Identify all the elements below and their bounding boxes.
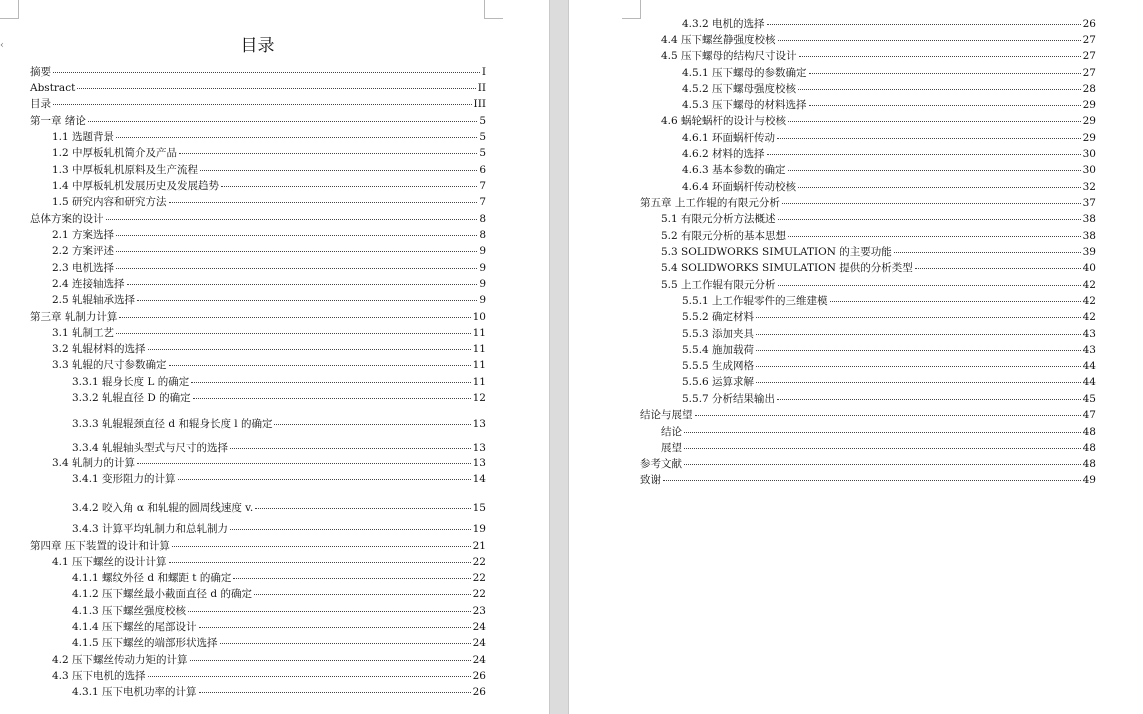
toc-dot-leader: [188, 610, 471, 612]
toc-entry[interactable]: [640, 474, 1096, 487]
toc-entry-title: 4.6.1 环面蜗杆传动: [682, 132, 776, 144]
toc-dot-leader: [200, 169, 477, 171]
toc-entry-title: 3.4.1 变形阻力的计算: [72, 473, 176, 485]
toc-entry-title: 4.1.3 压下螺丝强度校核: [72, 605, 187, 617]
toc-dot-leader: [221, 185, 477, 187]
toc-entry-title: 4.5.3 压下螺母的材料选择: [682, 99, 807, 111]
toc-page-number: 13: [472, 457, 486, 469]
toc-page-number: 42: [1082, 295, 1096, 307]
toc-page-number: 8: [479, 213, 486, 225]
toc-page-number: 27: [1082, 34, 1096, 46]
toc-entry-title: 5.5.4 施加载荷: [682, 344, 755, 356]
toc-page-number: 10: [472, 311, 486, 323]
toc-entry-title: 摘要: [30, 66, 51, 78]
toc-dot-leader: [220, 642, 471, 644]
toc-heading: 目录: [240, 36, 275, 56]
toc-entry[interactable]: [640, 197, 1096, 210]
toc-page-number: 27: [1082, 67, 1096, 79]
toc-page-number: 12: [472, 392, 486, 404]
toc-page-number: 9: [479, 262, 486, 274]
toc-entry-title: 4.1.4 压下螺丝的尾部设计: [72, 621, 197, 633]
toc-dot-leader: [137, 462, 471, 464]
toc-entry[interactable]: [682, 83, 1096, 96]
toc-page-number: 7: [479, 180, 486, 192]
toc-dot-leader: [798, 186, 1081, 188]
toc-entry[interactable]: [30, 311, 486, 324]
page-gutter: [549, 0, 569, 714]
toc-dot-leader: [777, 137, 1081, 139]
toc-dot-leader: [778, 218, 1081, 220]
toc-dot-leader: [116, 250, 477, 252]
toc-dot-leader: [915, 267, 1081, 269]
toc-entry-title: 5.5.5 生成网格: [682, 360, 755, 372]
toc-entry[interactable]: [52, 180, 486, 193]
toc-page-number: 22: [472, 556, 486, 568]
toc-dot-leader: [684, 463, 1081, 465]
toc-entry[interactable]: [52, 245, 486, 258]
toc-page-number: 43: [1082, 328, 1096, 340]
toc-dot-leader: [684, 431, 1081, 433]
toc-entry[interactable]: [52, 131, 486, 144]
toc-entry[interactable]: [72, 605, 486, 618]
toc-entry-title: 2.3 电机选择: [52, 262, 115, 274]
toc-entry[interactable]: [72, 473, 486, 486]
toc-entry-title: 4.6.2 材料的选择: [682, 148, 765, 160]
toc-entry[interactable]: [72, 502, 486, 515]
toc-page-number: 39: [1082, 246, 1096, 258]
toc-dot-leader: [199, 626, 471, 628]
toc-dot-leader: [767, 23, 1081, 25]
toc-page-number: I: [481, 66, 486, 78]
toc-page-number: 42: [1082, 311, 1096, 323]
toc-entry-title: 5.2 有限元分析的基本思想: [661, 230, 787, 242]
toc-page-number: 15: [472, 502, 486, 514]
toc-entry[interactable]: [52, 670, 486, 683]
toc-entry[interactable]: [72, 572, 486, 585]
toc-page-number: 43: [1082, 344, 1096, 356]
toc-entry[interactable]: [682, 344, 1096, 357]
toc-dot-leader: [809, 104, 1081, 106]
toc-entry[interactable]: [640, 458, 1096, 471]
toc-entry[interactable]: [52, 654, 486, 667]
toc-dot-leader: [788, 169, 1081, 171]
toc-page-number: 30: [1082, 148, 1096, 160]
toc-page-number: 48: [1082, 458, 1096, 470]
toc-page-number: 32: [1082, 181, 1096, 193]
toc-entry[interactable]: [72, 621, 486, 634]
toc-dot-leader: [274, 423, 470, 425]
toc-entry-title: 第四章 压下装置的设计和计算: [30, 540, 170, 552]
margin-corner-mark: [484, 0, 503, 19]
toc-dot-leader: [169, 201, 478, 203]
toc-entry[interactable]: [72, 376, 486, 389]
toc-entry-title: 4.5 压下螺母的结构尺寸设计: [661, 50, 797, 62]
toc-entry-title: 5.5 上工作辊有限元分析: [661, 279, 776, 291]
toc-entry-title: 2.2 方案评述: [52, 245, 115, 257]
toc-entry[interactable]: [52, 327, 486, 340]
toc-entry-title: 1.4 中厚板轧机发展历史及发展趋势: [52, 180, 220, 192]
toc-dot-leader: [782, 202, 1081, 204]
toc-entry[interactable]: [682, 18, 1096, 31]
toc-page-number: 38: [1082, 230, 1096, 242]
toc-dot-leader: [179, 152, 477, 154]
toc-entry-title: 4.5.2 压下螺母强度校核: [682, 83, 797, 95]
document-page-left: [0, 0, 549, 714]
toc-dot-leader: [116, 267, 477, 269]
toc-entry[interactable]: [72, 392, 486, 405]
toc-entry[interactable]: [682, 295, 1096, 308]
toc-page-number: 47: [1082, 409, 1096, 421]
toc-entry[interactable]: [30, 66, 486, 79]
toc-dot-leader: [77, 87, 475, 89]
toc-entry-title: 第五章 上工作辊的有限元分析: [640, 197, 780, 209]
toc-entry-title: 1.3 中厚板轧机原料及生产流程: [52, 164, 199, 176]
toc-page-number: 29: [1082, 132, 1096, 144]
toc-dot-leader: [778, 39, 1081, 41]
toc-entry-title: 4.3.1 压下电机功率的计算: [72, 686, 197, 698]
toc-entry[interactable]: [661, 262, 1096, 275]
toc-entry-title: 展望: [661, 442, 682, 454]
toc-page-number: 42: [1082, 279, 1096, 291]
toc-dot-leader: [809, 72, 1081, 74]
toc-dot-leader: [254, 593, 471, 595]
toc-entry-title: 3.3.1 辊身长度 L 的确定: [72, 376, 190, 388]
toc-entry-title: 4.2 压下螺丝传动力矩的计算: [52, 654, 188, 666]
toc-entry[interactable]: [682, 164, 1096, 177]
toc-dot-leader: [788, 235, 1081, 237]
toc-entry[interactable]: [661, 115, 1096, 128]
toc-entry[interactable]: [661, 426, 1096, 439]
toc-entry-title: 4.6 蜗轮蜗杆的设计与校核: [661, 115, 787, 127]
toc-entry-title: 3.2 轧辊材料的选择: [52, 343, 146, 355]
toc-page-number: 11: [472, 327, 486, 339]
toc-entry-title: 3.4.2 咬入角 α 和轧辊的圆周线速度 v.: [72, 502, 254, 514]
text-boundary-mark: ‹: [0, 40, 4, 51]
toc-entry-title: 5.5.2 确定材料: [682, 311, 755, 323]
toc-page-number: 24: [472, 637, 486, 649]
toc-entry[interactable]: [72, 442, 486, 455]
toc-entry[interactable]: [661, 442, 1096, 455]
toc-entry-title: 1.2 中厚板轧机简介及产品: [52, 147, 178, 159]
toc-entry-title: 5.5.7 分析结果输出: [682, 393, 776, 405]
toc-dot-leader: [119, 316, 470, 318]
toc-page-number: 48: [1082, 426, 1096, 438]
toc-entry-title: 结论: [661, 426, 682, 438]
toc-dot-leader: [230, 528, 471, 530]
toc-page-number: 26: [472, 686, 486, 698]
toc-entry-title: 4.4 压下螺丝静强度校核: [661, 34, 776, 46]
toc-page-number: 28: [1082, 83, 1096, 95]
toc-dot-leader: [88, 120, 477, 122]
toc-page-number: 26: [472, 670, 486, 682]
toc-entry[interactable]: [30, 540, 486, 553]
toc-entry[interactable]: [30, 98, 486, 111]
toc-entry-title: 4.1 压下螺丝的设计计算: [52, 556, 167, 568]
toc-entry-title: 3.1 轧制工艺: [52, 327, 115, 339]
toc-entry[interactable]: [52, 229, 486, 242]
toc-page-number: 27: [1082, 50, 1096, 62]
toc-dot-leader: [756, 316, 1081, 318]
toc-entry-title: 致谢: [640, 474, 661, 486]
toc-entry-title: 5.5.1 上工作辊零件的三维建模: [682, 295, 828, 307]
toc-entry-title: 4.6.3 基本参数的确定: [682, 164, 786, 176]
toc-dot-leader: [767, 153, 1081, 155]
toc-page-number: 24: [472, 654, 486, 666]
toc-entry[interactable]: [52, 262, 486, 275]
toc-entry-title: 1.1 选题背景: [52, 131, 115, 143]
toc-entry[interactable]: [72, 686, 486, 699]
toc-entry-title: 5.5.3 添加夹具: [682, 328, 755, 340]
toc-dot-leader: [178, 478, 471, 480]
toc-entry-title: 5.1 有限元分析方法概述: [661, 213, 776, 225]
toc-entry[interactable]: [52, 147, 486, 160]
toc-entry[interactable]: [661, 213, 1096, 226]
toc-dot-leader: [116, 136, 477, 138]
toc-entry[interactable]: [52, 343, 486, 356]
toc-entry[interactable]: [661, 34, 1096, 47]
toc-entry[interactable]: [661, 279, 1096, 292]
toc-page-number: 29: [1082, 99, 1096, 111]
toc-dot-leader: [230, 447, 471, 449]
toc-dot-leader: [137, 299, 477, 301]
toc-entry[interactable]: [682, 328, 1096, 341]
toc-page-number: 19: [472, 523, 486, 535]
toc-entry-title: 1.5 研究内容和研究方法: [52, 196, 167, 208]
toc-entry-title: 3.3 轧辊的尺寸参数确定: [52, 359, 167, 371]
toc-page-number: 44: [1082, 376, 1096, 388]
toc-entry[interactable]: [682, 376, 1096, 389]
toc-dot-leader: [894, 251, 1081, 253]
toc-page-number: III: [473, 98, 486, 110]
toc-page-number: 8: [479, 229, 486, 241]
toc-entry-title: 4.6.4 环面蜗杆传动校核: [682, 181, 797, 193]
toc-entry-title: 4.3 压下电机的选择: [52, 670, 146, 682]
toc-entry-title: 4.1.1 螺纹外径 d 和螺距 t 的确定: [72, 572, 232, 584]
toc-dot-leader: [193, 397, 471, 399]
toc-dot-leader: [53, 71, 480, 73]
toc-page-number: 23: [472, 605, 486, 617]
toc-entry[interactable]: [52, 278, 486, 291]
toc-page-number: 5: [479, 115, 486, 127]
toc-entry-title: 3.4.3 计算平均轧制力和总轧制力: [72, 523, 229, 535]
toc-dot-leader: [172, 545, 471, 547]
toc-entry[interactable]: [661, 246, 1096, 259]
toc-entry-title: 结论与展望: [640, 409, 693, 421]
toc-page-number: 11: [472, 376, 486, 388]
toc-page-number: 30: [1082, 164, 1096, 176]
toc-dot-leader: [695, 414, 1081, 416]
toc-dot-leader: [756, 333, 1081, 335]
toc-page-number: 21: [472, 540, 486, 552]
toc-dot-leader: [116, 332, 471, 334]
toc-dot-leader: [53, 103, 472, 105]
toc-page-number: 38: [1082, 213, 1096, 225]
toc-dot-leader: [148, 348, 471, 350]
toc-page-number: 22: [472, 572, 486, 584]
toc-entry-title: Abstract: [30, 82, 76, 94]
toc-entry-title: 5.4 SOLIDWORKS SIMULATION 提供的分析类型: [661, 262, 913, 274]
toc-page-number: 45: [1082, 393, 1096, 405]
toc-dot-leader: [127, 283, 478, 285]
toc-entry[interactable]: [52, 457, 486, 470]
toc-dot-leader: [199, 691, 471, 693]
toc-page-number: 13: [472, 442, 486, 454]
toc-dot-leader: [788, 120, 1081, 122]
toc-page-number: 13: [472, 418, 486, 430]
toc-entry[interactable]: [682, 311, 1096, 324]
toc-entry-title: 2.1 方案选择: [52, 229, 115, 241]
toc-page-number: 22: [472, 588, 486, 600]
toc-page-number: 11: [472, 359, 486, 371]
toc-entry-title: 3.3.2 轧辊直径 D 的确定: [72, 392, 191, 404]
toc-entry[interactable]: [52, 359, 486, 372]
toc-entry-title: 4.3.2 电机的选择: [682, 18, 765, 30]
toc-entry-title: 5.5.6 运算求解: [682, 376, 755, 388]
toc-entry[interactable]: [52, 556, 486, 569]
toc-dot-leader: [169, 364, 471, 366]
toc-dot-leader: [830, 300, 1081, 302]
toc-dot-leader: [663, 479, 1081, 481]
toc-page-number: 40: [1082, 262, 1096, 274]
toc-entry[interactable]: [682, 360, 1096, 373]
toc-dot-leader: [756, 349, 1081, 351]
toc-entry[interactable]: [661, 50, 1096, 63]
toc-page-number: 24: [472, 621, 486, 633]
toc-entry[interactable]: [682, 132, 1096, 145]
toc-entry[interactable]: [682, 67, 1096, 80]
margin-corner-mark: [0, 0, 19, 19]
toc-entry[interactable]: [72, 418, 486, 431]
margin-corner-mark: [622, 0, 641, 19]
toc-entry-title: 4.1.2 压下螺丝最小截面直径 d 的确定: [72, 588, 252, 600]
toc-entry[interactable]: [72, 637, 486, 650]
toc-entry-title: 2.5 轧辊轴承选择: [52, 294, 136, 306]
toc-page-number: 49: [1082, 474, 1096, 486]
toc-dot-leader: [756, 381, 1081, 383]
toc-entry[interactable]: [52, 196, 486, 209]
toc-dot-leader: [148, 675, 471, 677]
toc-page-number: 5: [479, 131, 486, 143]
toc-entry[interactable]: [640, 409, 1096, 422]
toc-entry-title: 参考文献: [640, 458, 682, 470]
toc-entry-title: 3.3.4 轧辊轴头型式与尺寸的选择: [72, 442, 229, 454]
toc-entry-title: 3.4 轧制力的计算: [52, 457, 136, 469]
toc-page-number: II: [477, 82, 486, 94]
toc-dot-leader: [116, 234, 477, 236]
toc-dot-leader: [684, 447, 1081, 449]
toc-page-number: 44: [1082, 360, 1096, 372]
toc-page-number: 9: [479, 294, 486, 306]
toc-entry-title: 总体方案的设计: [30, 213, 104, 225]
toc-dot-leader: [169, 561, 471, 563]
toc-page-number: 29: [1082, 115, 1096, 127]
toc-dot-leader: [190, 659, 471, 661]
toc-entry-title: 2.4 连接轴选择: [52, 278, 125, 290]
toc-entry-title: 第三章 轧制力计算: [30, 311, 118, 323]
toc-entry[interactable]: [30, 213, 486, 226]
toc-dot-leader: [777, 398, 1081, 400]
toc-page-number: 7: [479, 196, 486, 208]
toc-dot-leader: [798, 88, 1081, 90]
toc-entry[interactable]: [682, 393, 1096, 406]
toc-dot-leader: [756, 365, 1081, 367]
toc-dot-leader: [255, 507, 470, 509]
toc-entry-title: 4.5.1 压下螺母的参数确定: [682, 67, 807, 79]
toc-entry-title: 第一章 绪论: [30, 115, 86, 127]
toc-page-number: 37: [1082, 197, 1096, 209]
document-page-right: [569, 0, 1143, 714]
toc-page-number: 9: [479, 245, 486, 257]
toc-page-number: 5: [479, 147, 486, 159]
toc-entry[interactable]: [661, 230, 1096, 243]
toc-dot-leader: [778, 284, 1081, 286]
toc-entry[interactable]: [52, 294, 486, 307]
toc-entry-title: 目录: [30, 98, 51, 110]
toc-dot-leader: [106, 218, 478, 220]
toc-page-number: 6: [479, 164, 486, 176]
toc-page-number: 14: [472, 473, 486, 485]
toc-dot-leader: [233, 577, 470, 579]
toc-entry[interactable]: [52, 164, 486, 177]
toc-page-number: 26: [1082, 18, 1096, 30]
toc-page-number: 48: [1082, 442, 1096, 454]
toc-entry-title: 5.3 SOLIDWORKS SIMULATION 的主要功能: [661, 246, 892, 258]
toc-entry[interactable]: [682, 181, 1096, 194]
toc-entry-title: 4.1.5 压下螺丝的端部形状选择: [72, 637, 218, 649]
toc-entry-title: 3.3.3 轧辊辊颈直径 d 和辊身长度 l 的确定: [72, 418, 273, 430]
toc-dot-leader: [799, 55, 1081, 57]
toc-entry[interactable]: [30, 115, 486, 128]
toc-entry[interactable]: [72, 523, 486, 536]
toc-page-number: 11: [472, 343, 486, 355]
toc-entry[interactable]: [682, 99, 1096, 112]
toc-dot-leader: [191, 381, 470, 383]
toc-page-number: 9: [479, 278, 486, 290]
toc-entry[interactable]: [30, 82, 486, 95]
toc-entry[interactable]: [72, 588, 486, 601]
toc-entry[interactable]: [682, 148, 1096, 161]
